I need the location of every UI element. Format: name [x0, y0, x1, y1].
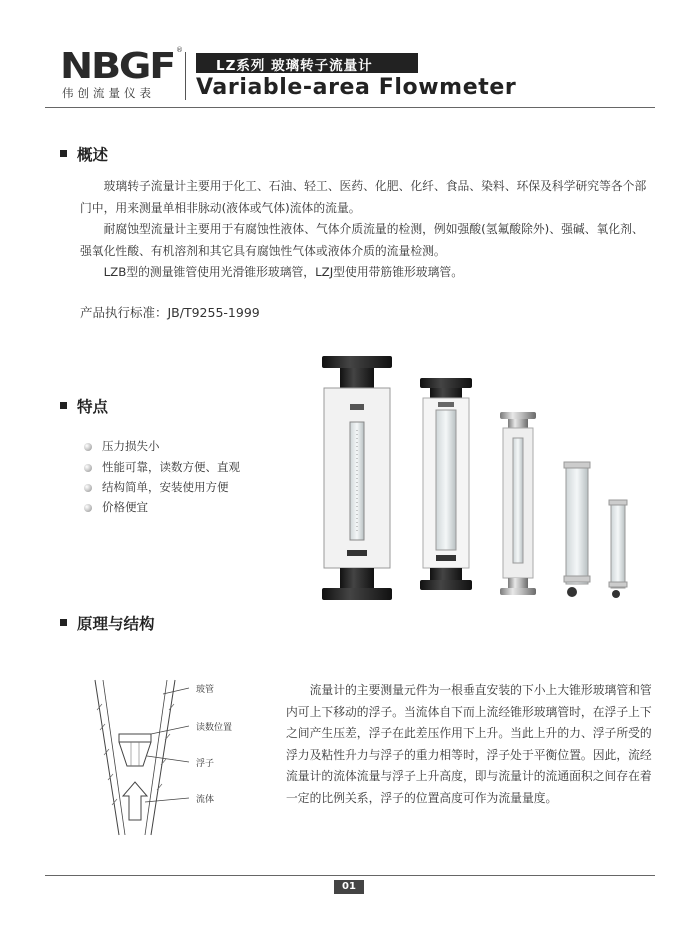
logo-company-name: 伟创流量仪表: [62, 86, 155, 100]
title-english: Variable-area Flowmeter: [196, 75, 517, 100]
diagram-label-float: 浮子: [196, 759, 215, 769]
flowmeter-medium: [500, 412, 536, 595]
bullet-dot-icon: [84, 464, 92, 472]
page-number: 01: [334, 880, 364, 894]
principle-paragraph: 流量计的主要测量元件为一根垂直安装的下小上大锥形玻璃管和管内可上下移动的浮子。当流体自下而上流经锥形玻璃管时，在浮子上下之间产生压差，浮子在此差压作用下上升。当此上升的力、浮子所受的浮力及粘性升力与浮子的重力相等时，浮子处于平衡位置。因此，流经流量计的流体流量与浮子上升高度，即与流量计的流通面积之间存在着一定的比例关系，浮子的位置高度可作为流量量度。: [286, 683, 652, 805]
logo: NBGF: [60, 46, 175, 87]
footer-rule: [45, 875, 655, 876]
tapered-tube-diagram: [85, 670, 195, 850]
square-bullet-icon: [60, 402, 67, 409]
flowmeter-small-1: [564, 462, 590, 597]
flowmeter-product-photo: [310, 350, 650, 610]
header-divider: [185, 52, 186, 100]
flowmeter-large-1: [322, 356, 392, 600]
section-heading-principle: 原理与结构: [60, 612, 155, 634]
feature-item: 压力损失小: [84, 438, 160, 454]
square-bullet-icon: [60, 619, 67, 626]
overview-paragraph-2: 耐腐蚀型流量计主要用于有腐蚀性液体、气体介质流量的检测，例如强酸(氢氟酸除外)、强碱、氧化剂、强氧化性酸、有机溶剂和其它具有腐蚀性气体或液体介质的流量检测。: [80, 222, 644, 258]
title-chinese: LZ系列 玻璃转子流量计: [216, 58, 373, 74]
feature-item: 结构简单，安装使用方便: [84, 479, 229, 495]
flowmeter-large-2: [420, 378, 472, 590]
diagram-label-reading-position: 读数位置: [196, 723, 233, 733]
registered-mark: ®: [176, 46, 183, 54]
bullet-dot-icon: [84, 443, 92, 451]
diagram-label-glass-tube: 玻管: [196, 685, 215, 695]
feature-item: 性能可靠，读数方便、直观: [84, 459, 240, 475]
product-standard: 产品执行标准：JB/T9255-1999: [80, 305, 260, 320]
section-heading-overview: 概述: [60, 143, 108, 165]
flowmeter-small-2: [609, 500, 627, 598]
overview-paragraph-3: LZB型的测量锥管使用光滑锥形玻璃管，LZJ型使用带筋锥形玻璃管。: [103, 265, 463, 279]
section-heading-features: 特点: [60, 395, 108, 417]
square-bullet-icon: [60, 150, 67, 157]
bullet-dot-icon: [84, 504, 92, 512]
bullet-dot-icon: [84, 484, 92, 492]
diagram-label-fluid: 流体: [196, 795, 215, 805]
feature-item: 价格便宜: [84, 499, 148, 515]
header-rule: [45, 107, 655, 108]
overview-paragraph-1: 玻璃转子流量计主要用于化工、石油、轻工、医药、化肥、化纤、食品、染料、环保及科学研究等各个部门中，用来测量单相非脉动(液体或气体)流体的流量。: [80, 179, 647, 215]
